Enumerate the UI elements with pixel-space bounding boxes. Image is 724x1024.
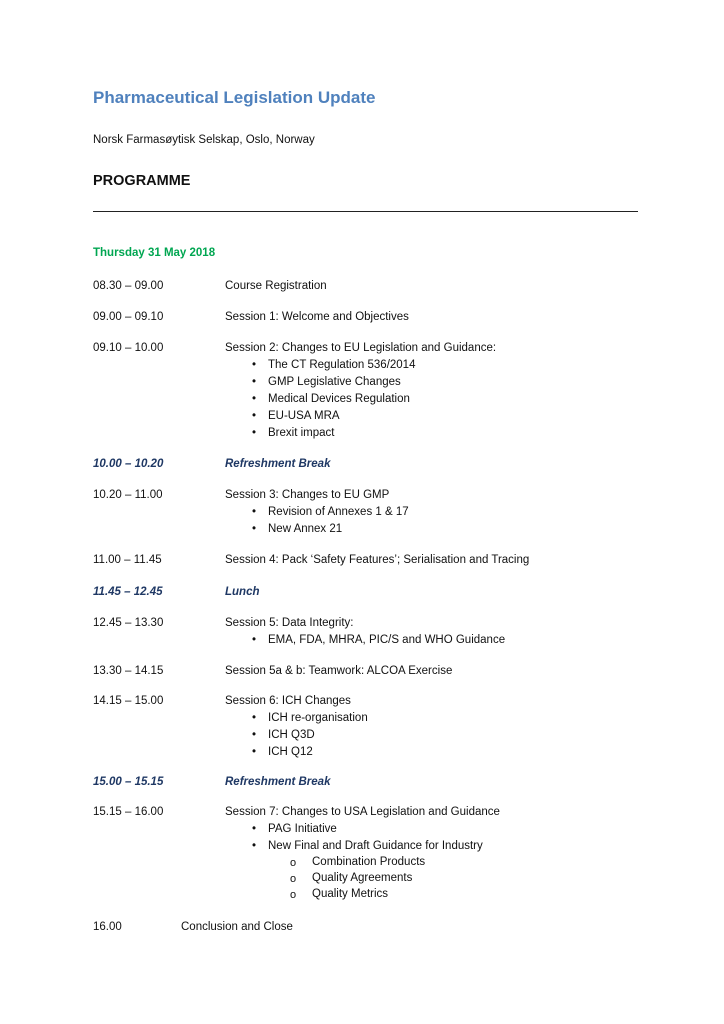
schedule-item: Course Registration bbox=[225, 280, 327, 292]
organiser-location: Norsk Farmasøytisk Selskap, Oslo, Norway bbox=[93, 134, 315, 146]
bullet-marker: • bbox=[252, 634, 257, 646]
bullet-marker: • bbox=[252, 746, 257, 758]
heading-divider bbox=[93, 211, 638, 212]
schedule-item: Session 5a & b: Teamwork: ALCOA Exercise bbox=[225, 665, 453, 677]
schedule-item: Session 5: Data Integrity: bbox=[225, 617, 354, 629]
bullet-marker: • bbox=[252, 427, 257, 439]
schedule-time: 08.30 – 09.00 bbox=[93, 280, 164, 292]
bullet-item: The CT Regulation 536/2014 bbox=[268, 359, 416, 371]
schedule-item: Session 4: Pack ‘Safety Features’; Serialisation and Tracing bbox=[225, 554, 530, 566]
bullet-marker: • bbox=[252, 359, 257, 371]
schedule-time: 13.30 – 14.15 bbox=[93, 665, 164, 677]
bullet-item: EMA, FDA, MHRA, PIC/S and WHO Guidance bbox=[268, 634, 506, 646]
bullet-marker: • bbox=[252, 523, 257, 535]
bullet-marker: • bbox=[252, 729, 257, 741]
bullet-item: EU-USA MRA bbox=[268, 410, 340, 422]
bullet-item: ICH Q12 bbox=[268, 746, 313, 758]
bullet-item: Brexit impact bbox=[268, 427, 335, 439]
bullet-item: ICH re-organisation bbox=[268, 712, 368, 724]
schedule-item: Session 6: ICH Changes bbox=[225, 695, 351, 707]
schedule-time: 12.45 – 13.30 bbox=[93, 617, 164, 629]
bullet-marker: • bbox=[252, 393, 257, 405]
sub-bullet-marker: o bbox=[290, 857, 297, 869]
sub-bullet-marker: o bbox=[290, 889, 297, 901]
closing-item: Conclusion and Close bbox=[181, 921, 293, 933]
bullet-marker: • bbox=[252, 823, 257, 835]
bullet-item: New Annex 21 bbox=[268, 523, 343, 535]
bullet-marker: • bbox=[252, 712, 257, 724]
bullet-item: Revision of Annexes 1 & 17 bbox=[268, 506, 409, 518]
sub-bullet-item: Quality Agreements bbox=[312, 872, 413, 884]
bullet-marker: • bbox=[252, 376, 257, 388]
schedule-item: Session 3: Changes to EU GMP bbox=[225, 489, 390, 501]
break-time: 11.45 – 12.45 bbox=[93, 586, 163, 598]
schedule-item: Session 2: Changes to EU Legislation and Guidance: bbox=[225, 342, 497, 354]
bullet-marker: • bbox=[252, 840, 257, 852]
bullet-marker: • bbox=[252, 506, 257, 518]
refreshment-break: Refreshment Break bbox=[225, 458, 331, 470]
schedule-time: 16.00 bbox=[93, 921, 122, 933]
schedule-time: 15.15 – 16.00 bbox=[93, 806, 164, 818]
bullet-item: PAG Initiative bbox=[268, 823, 337, 835]
schedule-time: 10.20 – 11.00 bbox=[93, 489, 163, 501]
bullet-item: New Final and Draft Guidance for Industry bbox=[268, 840, 483, 852]
bullet-marker: • bbox=[252, 410, 257, 422]
schedule-time: 14.15 – 15.00 bbox=[93, 695, 164, 707]
sub-bullet-item: Combination Products bbox=[312, 856, 426, 868]
bullet-item: Medical Devices Regulation bbox=[268, 393, 410, 405]
sub-bullet-marker: o bbox=[290, 873, 297, 885]
schedule-time: 09.00 – 09.10 bbox=[93, 311, 164, 323]
bullet-item: GMP Legislative Changes bbox=[268, 376, 401, 388]
schedule-item: Session 1: Welcome and Objectives bbox=[225, 311, 409, 323]
schedule-time: 09.10 – 10.00 bbox=[93, 342, 164, 354]
break-time: 10.00 – 10.20 bbox=[93, 458, 164, 470]
lunch-break: Lunch bbox=[225, 586, 260, 598]
event-date: Thursday 31 May 2018 bbox=[93, 247, 216, 259]
refreshment-break: Refreshment Break bbox=[225, 776, 331, 788]
bullet-item: ICH Q3D bbox=[268, 729, 315, 741]
sub-bullet-item: Quality Metrics bbox=[312, 888, 389, 900]
schedule-item: Session 7: Changes to USA Legislation and Guidance bbox=[225, 806, 500, 818]
schedule-time: 11.00 – 11.45 bbox=[93, 554, 162, 566]
break-time: 15.00 – 15.15 bbox=[93, 776, 164, 788]
programme-heading: PROGRAMME bbox=[93, 173, 191, 189]
document-title: Pharmaceutical Legislation Update bbox=[93, 88, 376, 107]
